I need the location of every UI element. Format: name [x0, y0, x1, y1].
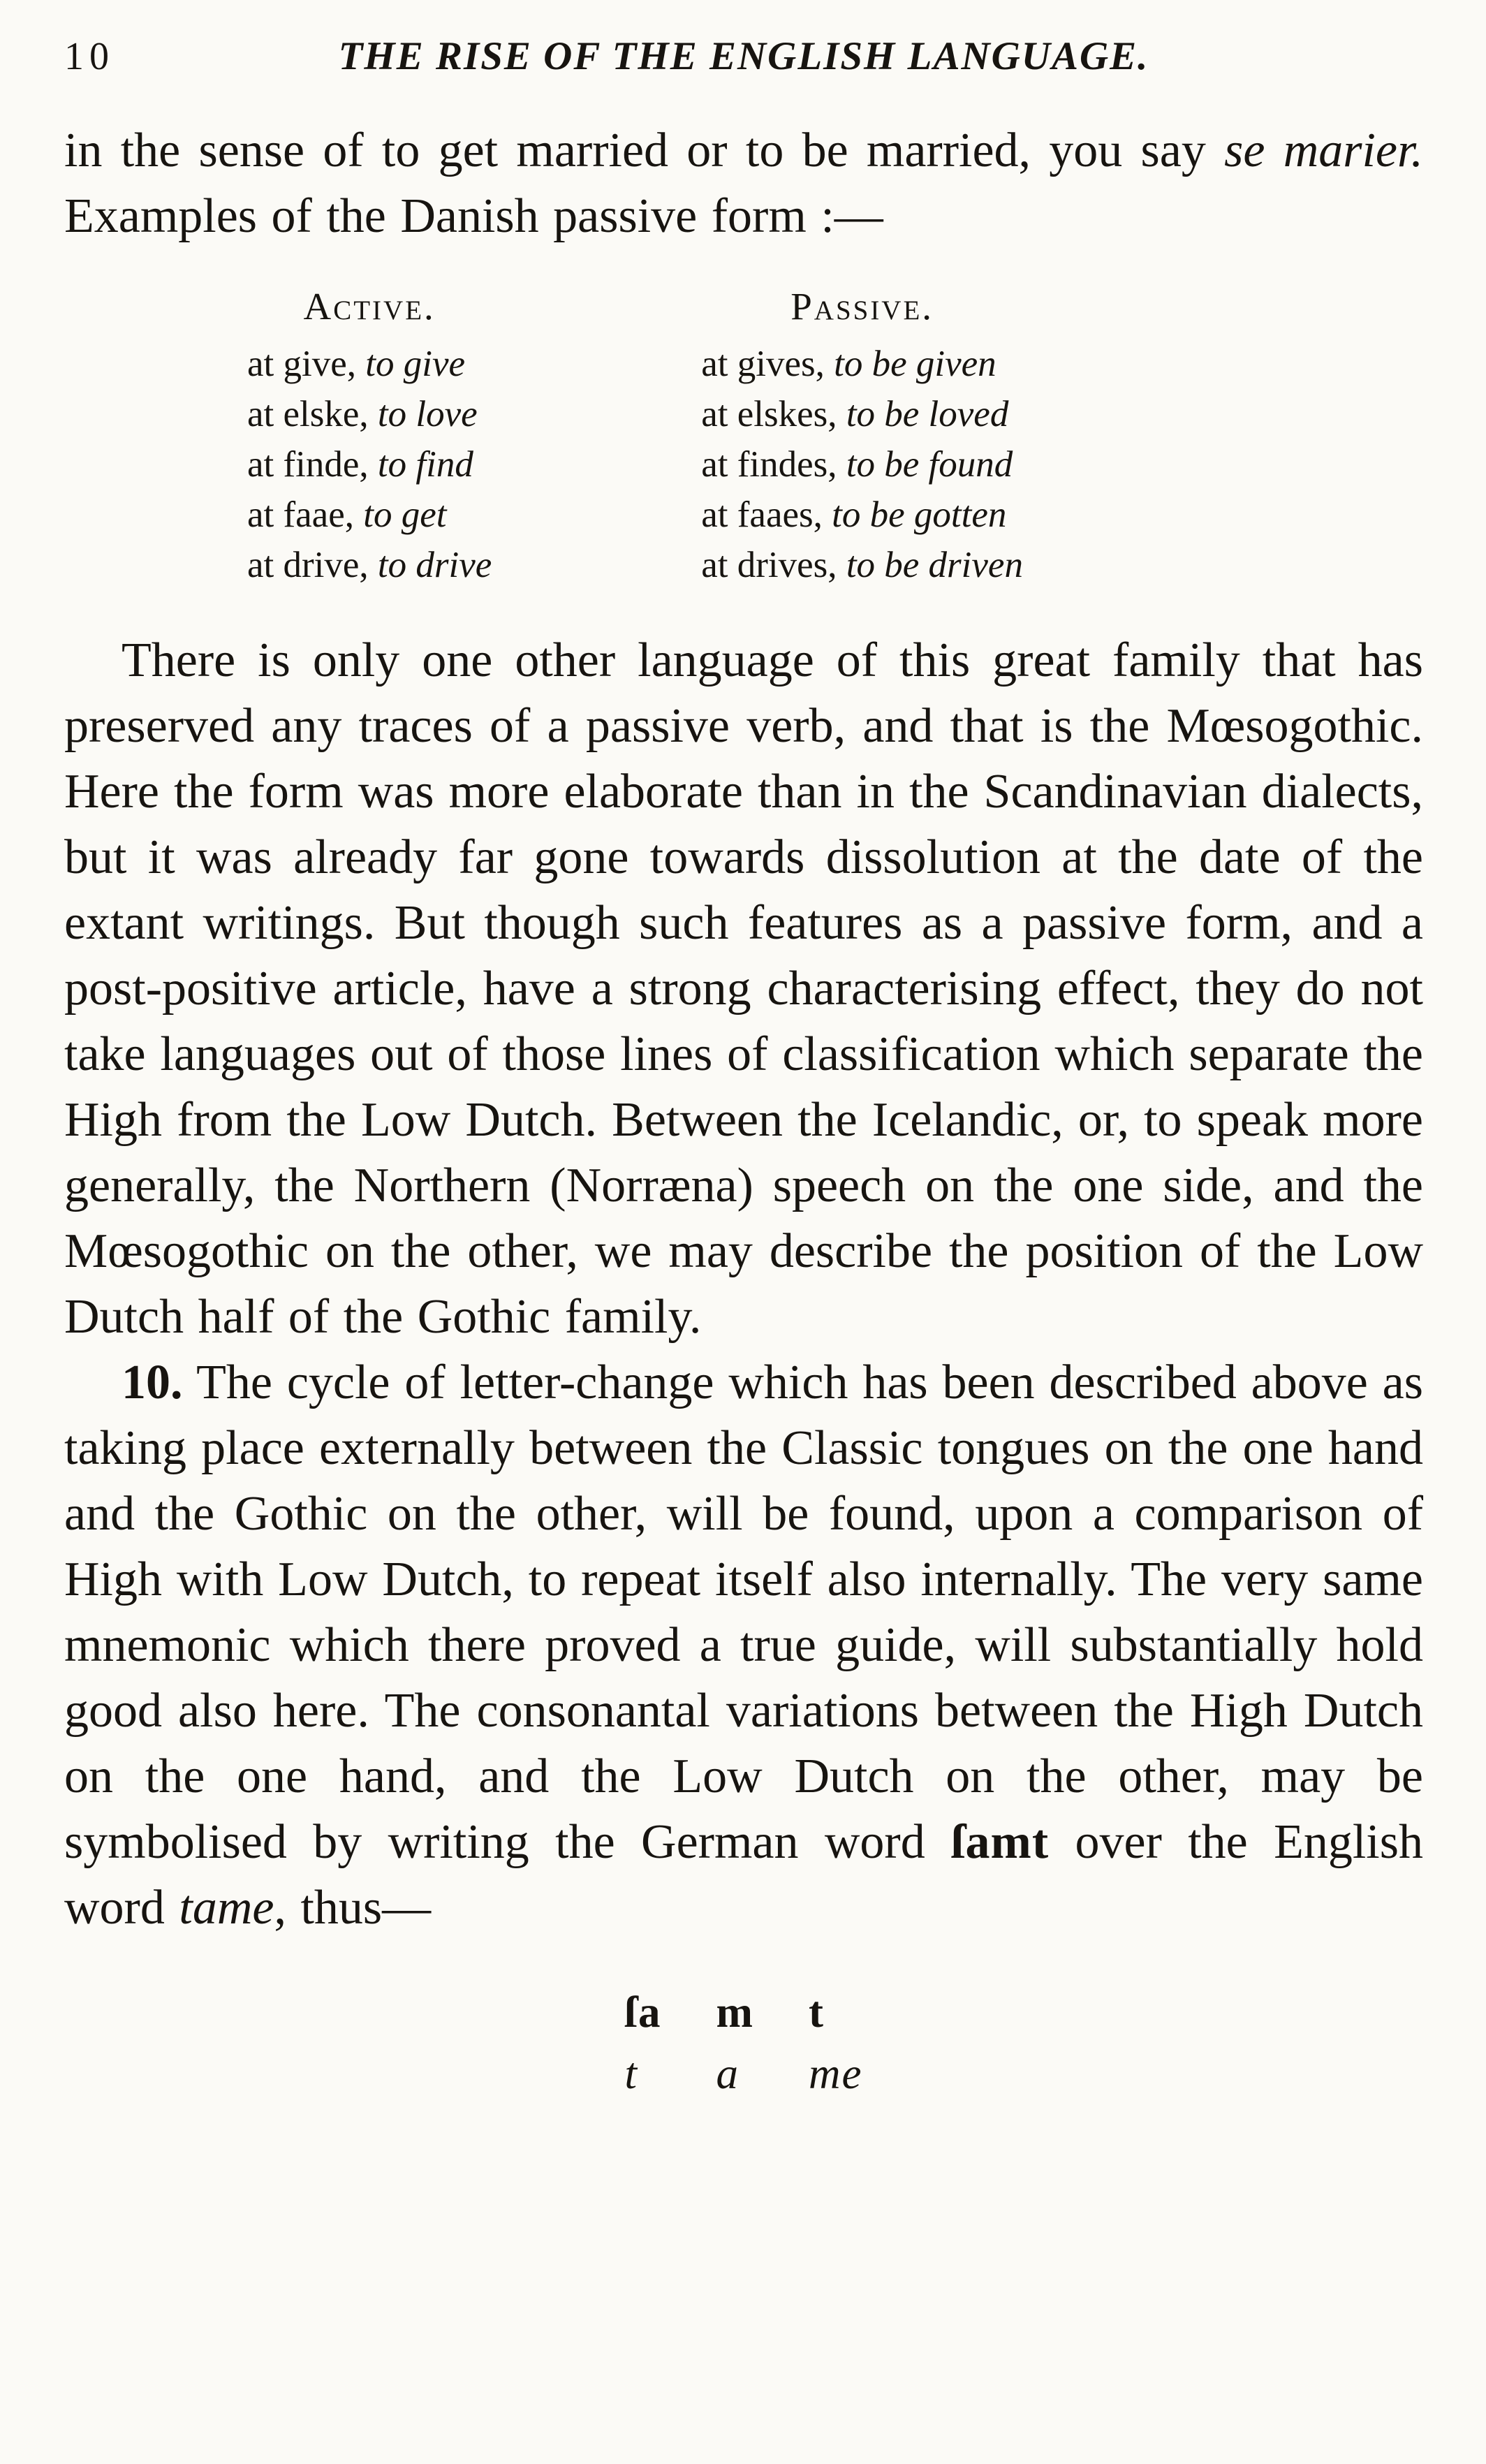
- active-column: [247, 281, 492, 590]
- passive-form: at gives,: [701, 344, 834, 384]
- table-row: [247, 339, 492, 389]
- mnemonic-column: [716, 1987, 754, 2099]
- passive-gloss: to be given: [834, 344, 996, 384]
- mnemonic-column: [809, 1987, 862, 2099]
- passive-form: at drives,: [701, 545, 846, 585]
- page-number: 10: [64, 35, 115, 78]
- danish-passive-table: [247, 281, 1423, 590]
- passive-form: at elskes,: [701, 394, 846, 434]
- text-run-italic: se marier.: [1224, 124, 1423, 177]
- active-gloss: to give: [365, 344, 465, 384]
- active-form: at faae,: [247, 494, 364, 535]
- table-row: [701, 439, 1023, 490]
- english-letters: me: [809, 2049, 863, 2098]
- passive-gloss: to be gotten: [832, 494, 1007, 535]
- active-column-header: Active.: [303, 285, 436, 328]
- section-number: 10.: [122, 1356, 183, 1409]
- active-form: at drive,: [247, 545, 378, 585]
- active-form: at finde,: [247, 444, 378, 485]
- text-run: over the English word: [64, 1815, 1423, 1935]
- passive-form: at faaes,: [701, 494, 832, 535]
- active-gloss: to find: [377, 444, 473, 485]
- active-form: at give,: [247, 344, 366, 384]
- active-gloss: to get: [363, 494, 447, 535]
- paragraph-moesogothic: There is only one other language of this great family that has preserved any traces of a passive verb, and that is the Mœsogothic. Here the form was more elaborate than in the Scandinavian dialects, but it was already far gone towards dissolution at the date of the extant writings. But though such features as a passive form, and a post-positive article, have a strong characterising effect, they do not take languages out of those lines of classification which separate the High from the Low Dutch. Between the Icelandic, or, to speak more generally, the Northern (Norræna) speech on the one side, and the Mœsogothic on the other, we may describe the position of the Low Dutch half of the Gothic family.: [64, 633, 1423, 1344]
- text-run: Examples of the Danish passive form :—: [64, 189, 883, 243]
- table-row: [247, 490, 492, 540]
- table-row: [701, 389, 1023, 439]
- table-row: [701, 339, 1023, 389]
- table-row: [247, 540, 492, 590]
- passive-gloss: to be found: [846, 444, 1013, 485]
- passive-form: at findes,: [701, 444, 846, 485]
- english-word-italic: tame: [179, 1881, 274, 1935]
- paragraph-intro: [64, 118, 1423, 249]
- active-gloss: to drive: [377, 545, 492, 585]
- table-row: [701, 540, 1023, 590]
- active-gloss: to love: [377, 394, 478, 434]
- paragraph-section-10: [64, 1350, 1423, 1941]
- passive-gloss: to be driven: [846, 545, 1023, 585]
- passive-column: [701, 281, 1023, 590]
- mnemonic-diagram: [64, 1987, 1423, 2099]
- german-letters: t: [809, 1988, 825, 2037]
- table-row: [247, 439, 492, 490]
- active-form: at elske,: [247, 394, 378, 434]
- text-run: , thus—: [274, 1881, 432, 1935]
- german-letters: ſa: [624, 1988, 662, 2037]
- english-letters: a: [716, 2049, 740, 2098]
- passive-gloss: to be loved: [846, 394, 1009, 434]
- table-row: [247, 389, 492, 439]
- text-run: in the sense of to get married or to be married, you say: [64, 124, 1225, 177]
- passive-column-header: Passive.: [790, 285, 934, 328]
- german-word-blackletter: ſamt: [951, 1815, 1050, 1869]
- table-row: [701, 490, 1023, 540]
- english-letters: t: [624, 2049, 639, 2098]
- text-run: The cycle of letter-change which has been described above as taking place externally between the Classic tongues on the one hand and the Gothic on the other, will be found, upon a comparison of High with Low Dutch, to repeat itself also internally. The very same mnemonic which there proved a true guide, will substantially hold good also here. The consonantal variations between the High Dutch on the one hand, and the Low Dutch on the other, may be symbolised by writing the German word: [64, 1356, 1423, 1869]
- running-title: THE RISE OF THE ENGLISH LANGUAGE.: [338, 34, 1149, 78]
- running-header: [64, 34, 1423, 79]
- mnemonic-column: [625, 1987, 662, 2099]
- german-letters: m: [716, 1988, 755, 2037]
